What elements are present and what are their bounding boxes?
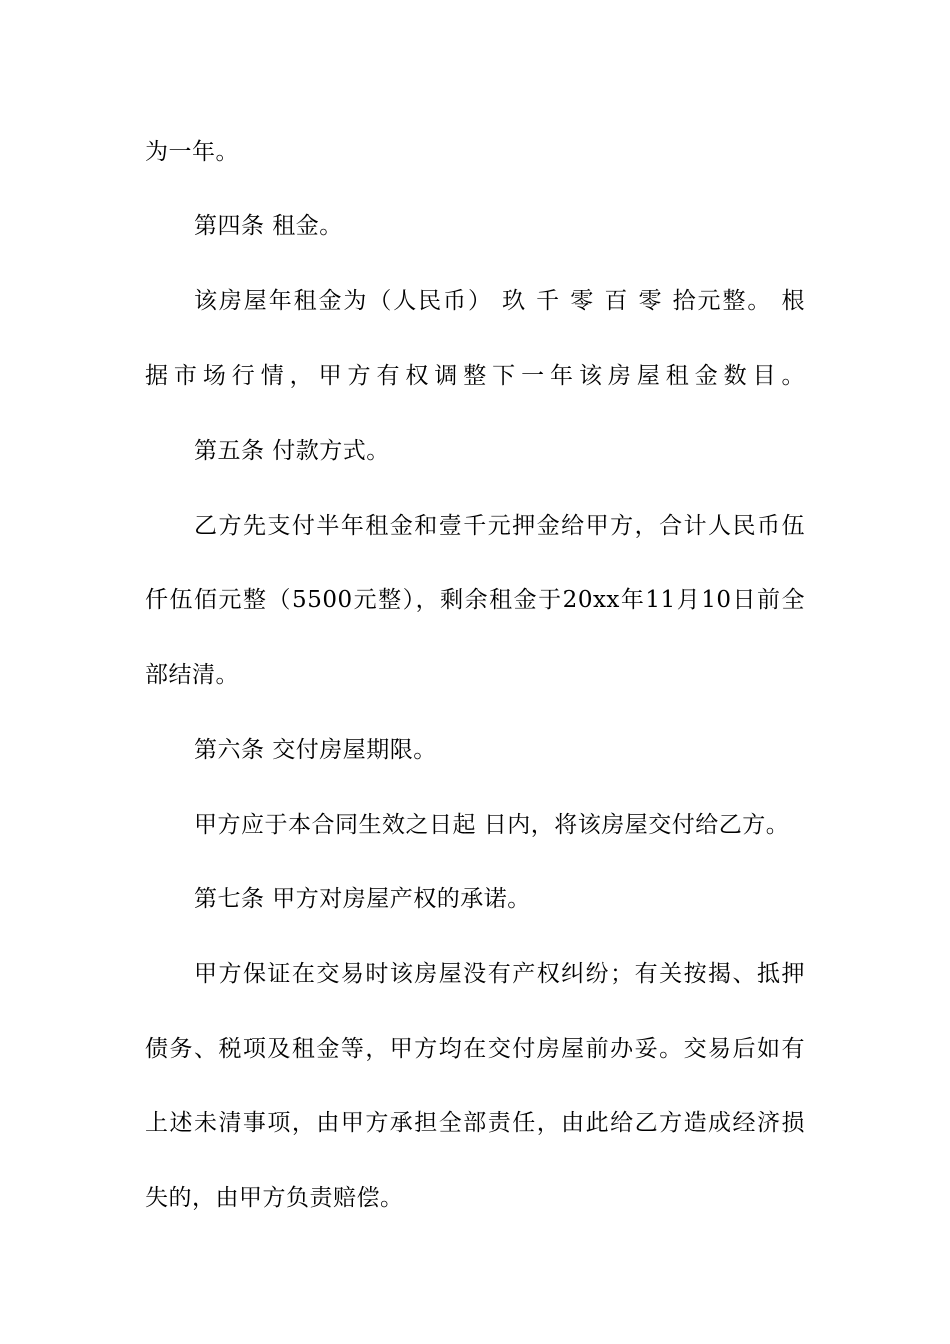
text-line-8: 部结清。 [145, 662, 239, 688]
text-line-4: 据市场行情，甲方有权调整下一年该房屋租金数目。 [145, 363, 805, 389]
text-line-12: 甲方保证在交易时该房屋没有产权纠纷；有关按揭、抵押 [194, 961, 805, 987]
text-line-15: 失的，由甲方负责赔偿。 [145, 1185, 404, 1211]
article-7-heading: 第七条 甲方对房屋产权的承诺。 [194, 886, 531, 912]
text-line-13: 债务、税项及租金等，甲方均在交付房屋前办妥。交易后如有 [145, 1036, 805, 1062]
text-line-10: 甲方应于本合同生效之日起 日内，将该房屋交付给乙方。 [194, 812, 790, 838]
text-line-6: 乙方先支付半年租金和壹千元押金给甲方，合计人民币伍 [194, 513, 805, 539]
text-line-1: 为一年。 [145, 139, 239, 165]
article-4-heading: 第四条 租金。 [194, 213, 343, 239]
article-6-heading: 第六条 交付房屋期限。 [194, 737, 437, 763]
text-line-7: 仟伍佰元整（5500元整），剩余租金于20xx年11月10日前全 [145, 587, 805, 613]
text-line-14: 上述未清事项，由甲方承担全部责任，由此给乙方造成经济损 [145, 1110, 805, 1136]
text-line-3: 该房屋年租金为（人民币） 玖 千 零 百 零 拾元整。 根 [194, 288, 805, 314]
article-5-heading: 第五条 付款方式。 [194, 438, 390, 464]
